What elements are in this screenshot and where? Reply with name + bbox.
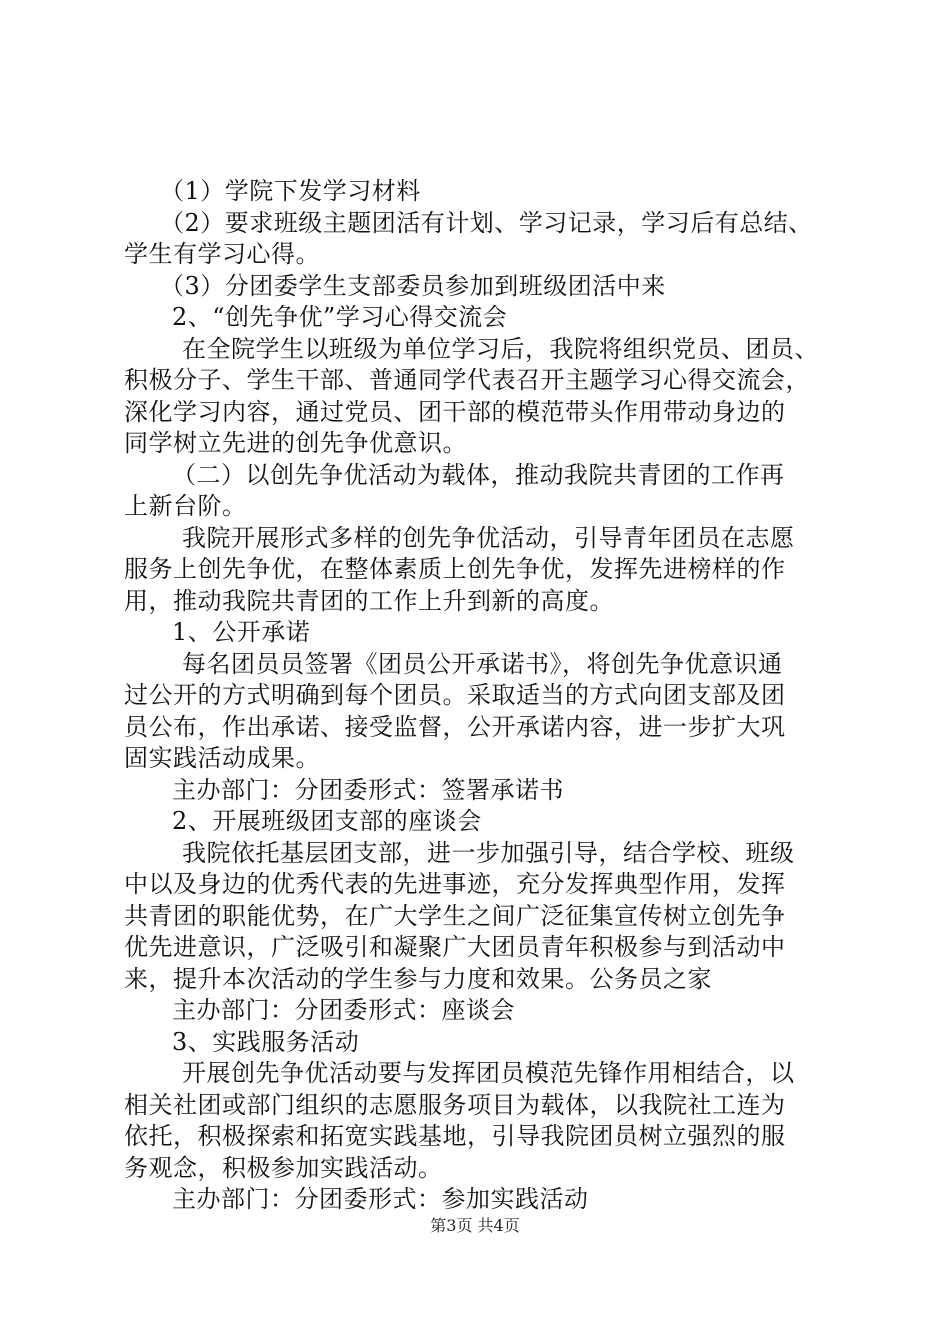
text-line: 深化学习内容，通过党员、团干部的模范带头作用带动身边的 — [124, 397, 786, 426]
text-line: 用，推动我院共青团的工作上升到新的高度。 — [124, 586, 614, 615]
text-line: 主办部门：分团委形式：座谈会 — [172, 996, 515, 1024]
text-line: 共青团的职能优势，在广大学生之间广泛征集宣传树立创先争 — [124, 901, 786, 930]
text-line: 开展创先争优活动要与发挥团员模范先锋作用相结合，以 — [182, 1059, 795, 1087]
text-line: 每名团员员签署《团员公开承诺书》，将创先争优意识通 — [182, 649, 783, 678]
text-line: 主办部门：分团委形式：签署承诺书 — [172, 775, 564, 804]
text-line: 优先进意识，广泛吸引和凝聚广大团员青年积极参与到活动中 — [124, 933, 786, 961]
text-line: 在全院学生以班级为单位学习后，我院将组织党员、团员、 — [182, 334, 819, 363]
text-line: 上新台阶。 — [124, 492, 247, 520]
text-line: 依托，积极探索和拓宽实践基地，引导我院团员树立强烈的服 — [124, 1122, 786, 1150]
text-line: 同学树立先进的创先争优意识。 — [124, 429, 467, 457]
text-line: （2）要求班级主题团活有计划、学习记录，学习后有总结、 — [160, 208, 813, 237]
text-line: （二）以创先争优活动为载体，推动我院共青团的工作再 — [172, 460, 785, 489]
text-line: 务观念，积极参加实践活动。 — [124, 1153, 443, 1182]
text-line: 2、开展班级团支部的座谈会 — [172, 807, 482, 835]
text-line: 3、实践服务活动 — [172, 1027, 360, 1056]
page-footer: 第3页 共4页 — [430, 1216, 520, 1235]
text-line: 来，提升本次活动的学生参与力度和效果。公务员之家 — [124, 964, 712, 993]
text-line: 学生有学习心得。 — [124, 240, 320, 268]
text-line: 员公布，作出承诺、接受监督，公开承诺内容，进一步扩大巩 — [124, 712, 786, 741]
text-line: 1、公开承诺 — [172, 618, 311, 646]
text-line: 我院依托基层团支部，进一步加强引导，结合学校、班级 — [182, 838, 795, 867]
text-line: 中以及身边的优秀代表的先进事迹，充分发挥典型作用，发挥 — [124, 870, 786, 898]
text-line: 过公开的方式明确到每个团员。采取适当的方式向团支部及团 — [124, 681, 786, 709]
text-line: （3）分团委学生支部委员参加到班级团活中来 — [160, 271, 666, 300]
document-body — [126, 176, 826, 1216]
text-line: 固实践活动成果。 — [124, 744, 320, 772]
text-line: （1）学院下发学习材料 — [160, 177, 421, 205]
text-line: 服务上创先争优，在整体素质上创先争优，发挥先进榜样的作 — [124, 555, 786, 583]
text-line: 积极分子、学生干部、普通同学代表召开主题学习心得交流会， — [124, 366, 810, 394]
text-line: 2、“创先争优”学习心得交流会 — [172, 303, 508, 331]
text-line: 我院开展形式多样的创先争优活动，引导青年团员在志愿 — [182, 523, 795, 552]
text-line: 主办部门：分团委形式：参加实践活动 — [172, 1185, 589, 1213]
text-line: 相关社团或部门组织的志愿服务项目为载体，以我院社工连为 — [124, 1090, 786, 1119]
